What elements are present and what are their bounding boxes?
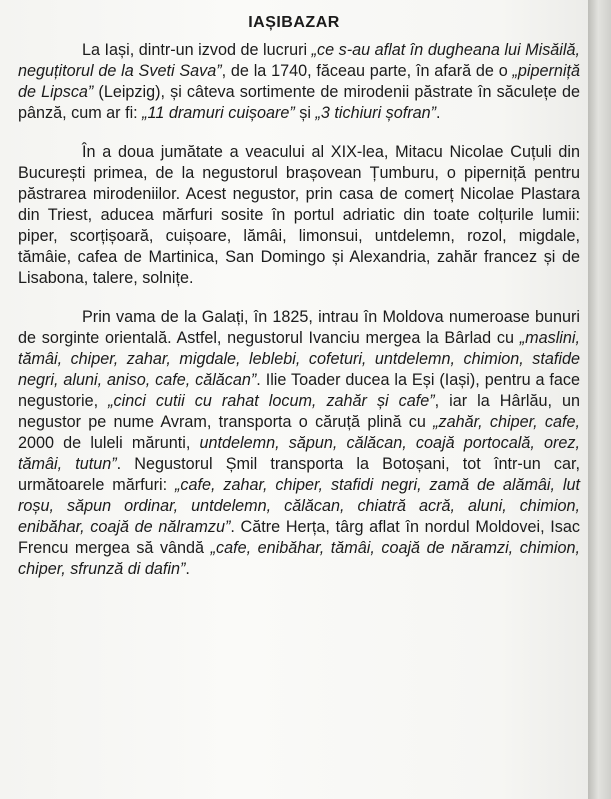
- p3-quote-5: „cafe, zahar, chiper, stafidi negri, zamă de alămâi, lut roșu, săpun ordinar, untdelemn, călăcan, chiatră acră, aluni, chimion, enibăhar, coajă de nălramzu”: [18, 476, 581, 536]
- p1-text-4: și: [294, 104, 316, 122]
- p1-text-2: , de la 1740, făceau parte, în afară de o: [221, 62, 513, 80]
- p1-quote-4: „3 tichiuri șofran”: [315, 104, 437, 122]
- p1-text-3: (Leipzig), și câteva sortimente de mirodenii păstrate în săculețe de pânză, cum ar fi:: [18, 83, 580, 122]
- p3-text-1: Prin vama de la Galați, în 1825, intrau în Moldova numeroase bunuri de sorginte orientală. Astfel, negustorul Ivanciu mergea la Bârlad cu: [18, 308, 580, 347]
- page-edge: [588, 0, 611, 799]
- paragraph-3: [18, 307, 580, 580]
- page-title: IAȘIBAZAR: [248, 14, 340, 31]
- p3-text-4: 2000 de luleli mărunti,: [18, 434, 200, 452]
- p3-quote-2: „cinci cutii cu rahat locum, zahăr și cafe”: [108, 392, 435, 410]
- p1-text-1: La Iași, dintr-un izvod de lucruri: [82, 41, 312, 59]
- p1-text-5: .: [436, 104, 441, 122]
- p1-quote-2: „piperniță de Lipsca”: [18, 62, 580, 101]
- p3-text-7: .: [185, 560, 190, 578]
- p3-quote-6: „cafe, enibăhar, tămâi, coajă de năramzi, chimion, chiper, sfrunză di dafin”: [18, 539, 580, 578]
- p1-quote-3: „11 dramuri cuișoare”: [142, 104, 295, 122]
- p1-quote-1: „ce s-au aflat în dugheana lui Misăilă, neguțitorul de la Sveti Sava”: [18, 41, 580, 80]
- document-body: [18, 40, 580, 598]
- p3-text-3: , iar la Hârlău, un negustor pe nume Avram, transporta o căruță plină cu: [18, 392, 581, 431]
- p3-quote-1: „maslini, tămâi, chiper, zahar, migdale, leblebi, cofeturi, untdelemn, chimion, stafide negri, aluni, aniso, cafe, călăcan”: [18, 329, 580, 389]
- p3-text-6: . Către Herța, târg aflat în nordul Moldovei, Isac Frencu mergea să vândă: [18, 518, 580, 557]
- paragraph-2: În a doua jumătate a veacului al XIX-lea, Mitacu Nicolae Cuțuli din București primea, de la negustorul brașovean Țumburu, o piperniță pentru păstrarea mirodeniilor. Acest negustor, prin casa de comerț Nicolae Plastara din Triest, aducea mărfuri sosite în portul adriatic din toate colțurile lumii: piper, scorțișoară, cuișoare, lămâi, limonsui, untdelemn, rozol, migdale, tămâie, cafea de Martinica, San Domingo și Alexandria, zahăr francez și de Lisabona, talere, solnițe.: [18, 143, 580, 287]
- p3-text-2: . Ilie Toader ducea la Eși (Iași), pentru a face negustorie,: [18, 371, 581, 410]
- p3-quote-4: untdelemn, săpun, călăcan, coajă portocală, orez, tămâi, tutun”: [18, 434, 580, 473]
- p3-text-5: . Negustorul Șmil transporta la Botoșani, tot într-un car, următoarele mărfuri:: [18, 455, 580, 494]
- p3-quote-3: „zahăr, chiper, cafe,: [433, 413, 580, 431]
- paragraph-1: [18, 40, 580, 124]
